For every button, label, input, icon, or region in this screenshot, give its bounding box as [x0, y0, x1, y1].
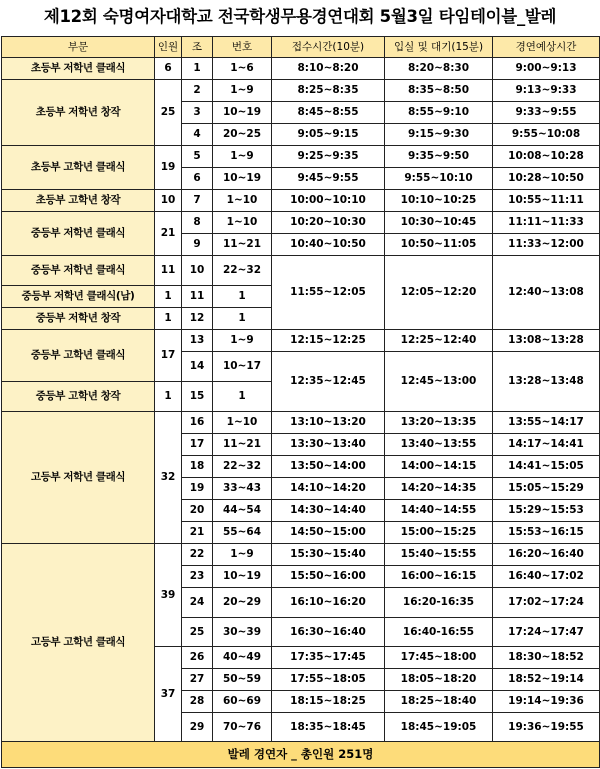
- number-range-cell: 11~21: [213, 434, 272, 456]
- performance-time: 13:28~13:48: [493, 352, 600, 412]
- group-number-cell: 11: [182, 286, 213, 308]
- group-number-cell: 6: [182, 168, 213, 190]
- group-number-cell: 26: [182, 647, 213, 669]
- performance-time: 13:55~14:17: [493, 412, 600, 434]
- group-number-cell: 27: [182, 669, 213, 691]
- waiting-time: 10:30~10:45: [385, 212, 493, 234]
- waiting-time: 18:45~19:05: [385, 713, 493, 742]
- count-cell: 39: [155, 544, 182, 647]
- registration-time: 18:15~18:25: [272, 691, 385, 713]
- registration-time: 10:20~10:30: [272, 212, 385, 234]
- waiting-time: 18:25~18:40: [385, 691, 493, 713]
- header-row: [2, 37, 600, 58]
- division-cell: 초등부 저학년 창작: [2, 80, 155, 146]
- number-range-cell: 33~43: [213, 478, 272, 500]
- waiting-time: 13:40~13:55: [385, 434, 493, 456]
- number-range-cell: 20~25: [213, 124, 272, 146]
- header-registration: 접수시간(10분): [272, 37, 385, 58]
- division-cell: 중등부 저학년 창작: [2, 308, 155, 330]
- number-range-cell: 55~64: [213, 522, 272, 544]
- registration-time: 8:10~8:20: [272, 58, 385, 80]
- count-cell: 11: [155, 256, 182, 286]
- performance-time: 19:14~19:36: [493, 691, 600, 713]
- division-cell: 초등부 저학년 클래식: [2, 58, 155, 80]
- group-number-cell: 19: [182, 478, 213, 500]
- count-cell: 6: [155, 58, 182, 80]
- performance-time: 10:08~10:28: [493, 146, 600, 168]
- footer-row: [2, 742, 600, 768]
- performance-time: 15:53~16:15: [493, 522, 600, 544]
- waiting-time: 12:25~12:40: [385, 330, 493, 352]
- header-performance: 경연예상시간: [493, 37, 600, 58]
- registration-time: 13:10~13:20: [272, 412, 385, 434]
- division-cell: 중등부 저학년 클래식: [2, 256, 155, 286]
- header-number: 번호: [213, 37, 272, 58]
- count-cell: 1: [155, 308, 182, 330]
- registration-time: 17:55~18:05: [272, 669, 385, 691]
- performance-time: 15:05~15:29: [493, 478, 600, 500]
- group-number-cell: 18: [182, 456, 213, 478]
- waiting-time: 8:55~9:10: [385, 102, 493, 124]
- number-range-cell: 1~10: [213, 212, 272, 234]
- registration-time: 10:40~10:50: [272, 234, 385, 256]
- header-count: 인원: [155, 37, 182, 58]
- performance-time: 18:52~19:14: [493, 669, 600, 691]
- performance-time: 9:55~10:08: [493, 124, 600, 146]
- number-range-cell: 70~76: [213, 713, 272, 742]
- waiting-time: 15:40~15:55: [385, 544, 493, 566]
- waiting-time: 16:00~16:15: [385, 566, 493, 588]
- table-row: [2, 58, 600, 80]
- performance-time: 14:17~14:41: [493, 434, 600, 456]
- performance-time: 9:33~9:55: [493, 102, 600, 124]
- group-number-cell: 3: [182, 102, 213, 124]
- number-range-cell: 1~9: [213, 80, 272, 102]
- count-cell: 21: [155, 212, 182, 256]
- count-cell: 1: [155, 382, 182, 412]
- division-cell: 중등부 저학년 클래식(남): [2, 286, 155, 308]
- performance-time: 13:08~13:28: [493, 330, 600, 352]
- number-range-cell: 1~9: [213, 544, 272, 566]
- number-range-cell: 1~9: [213, 330, 272, 352]
- number-range-cell: 60~69: [213, 691, 272, 713]
- group-number-cell: 22: [182, 544, 213, 566]
- performance-time: 9:00~9:13: [493, 58, 600, 80]
- group-number-cell: 13: [182, 330, 213, 352]
- performance-time: 18:30~18:52: [493, 647, 600, 669]
- waiting-time: 10:10~10:25: [385, 190, 493, 212]
- page-title: 제12회 숙명여자대학교 전국학생무용경연대회 5월3일 타임테이블_발레: [43, 7, 557, 26]
- number-range-cell: 20~29: [213, 588, 272, 618]
- table-row: [2, 190, 600, 212]
- table-row: [2, 80, 600, 102]
- number-range-cell: 1: [213, 382, 272, 412]
- registration-time: 14:10~14:20: [272, 478, 385, 500]
- waiting-time: 14:00~14:15: [385, 456, 493, 478]
- header-group: 조: [182, 37, 213, 58]
- group-number-cell: 25: [182, 618, 213, 647]
- number-range-cell: 44~54: [213, 500, 272, 522]
- group-number-cell: 12: [182, 308, 213, 330]
- division-cell: 초등부 고학년 클래식: [2, 146, 155, 190]
- registration-time: 12:15~12:25: [272, 330, 385, 352]
- group-number-cell: 4: [182, 124, 213, 146]
- registration-time: 13:50~14:00: [272, 456, 385, 478]
- group-number-cell: 16: [182, 412, 213, 434]
- performance-time: 16:20~16:40: [493, 544, 600, 566]
- waiting-time: 14:20~14:35: [385, 478, 493, 500]
- division-cell: 고등부 저학년 클래식: [2, 412, 155, 544]
- table-row: [2, 256, 600, 286]
- registration-time: 16:10~16:20: [272, 588, 385, 618]
- number-range-cell: 40~49: [213, 647, 272, 669]
- table-row: [2, 330, 600, 352]
- waiting-time: 12:05~12:20: [385, 256, 493, 330]
- performance-time: 10:55~11:11: [493, 190, 600, 212]
- group-number-cell: 28: [182, 691, 213, 713]
- performance-time: 17:24~17:47: [493, 618, 600, 647]
- group-number-cell: 9: [182, 234, 213, 256]
- waiting-time: 9:15~9:30: [385, 124, 493, 146]
- registration-time: 8:45~8:55: [272, 102, 385, 124]
- number-range-cell: 1~10: [213, 190, 272, 212]
- waiting-time: 8:20~8:30: [385, 58, 493, 80]
- group-number-cell: 2: [182, 80, 213, 102]
- number-range-cell: 10~19: [213, 168, 272, 190]
- performance-time: 17:02~17:24: [493, 588, 600, 618]
- performance-time: 10:28~10:50: [493, 168, 600, 190]
- registration-time: 14:30~14:40: [272, 500, 385, 522]
- division-cell: 초등부 고학년 창작: [2, 190, 155, 212]
- number-range-cell: 30~39: [213, 618, 272, 647]
- registration-time: 8:25~8:35: [272, 80, 385, 102]
- performance-time: 12:40~13:08: [493, 256, 600, 330]
- registration-time: 9:25~9:35: [272, 146, 385, 168]
- group-number-cell: 23: [182, 566, 213, 588]
- performance-time: 14:41~15:05: [493, 456, 600, 478]
- performance-time: 11:33~12:00: [493, 234, 600, 256]
- count-cell: 1: [155, 286, 182, 308]
- performance-time: 19:36~19:55: [493, 713, 600, 742]
- number-range-cell: 10~19: [213, 566, 272, 588]
- group-number-cell: 14: [182, 352, 213, 382]
- number-range-cell: 10~17: [213, 352, 272, 382]
- count-cell: 32: [155, 412, 182, 544]
- registration-time: 9:45~9:55: [272, 168, 385, 190]
- group-number-cell: 8: [182, 212, 213, 234]
- waiting-time: 17:45~18:00: [385, 647, 493, 669]
- number-range-cell: 11~21: [213, 234, 272, 256]
- waiting-time: 10:50~11:05: [385, 234, 493, 256]
- performance-time: 11:11~11:33: [493, 212, 600, 234]
- number-range-cell: 10~19: [213, 102, 272, 124]
- registration-time: 11:55~12:05: [272, 256, 385, 330]
- count-cell: 25: [155, 80, 182, 146]
- registration-time: 15:50~16:00: [272, 566, 385, 588]
- total-participants: 발레 경연자 _ 총인원 251명: [2, 742, 600, 768]
- header-division: 부문: [2, 37, 155, 58]
- count-cell: 17: [155, 330, 182, 382]
- group-number-cell: 17: [182, 434, 213, 456]
- registration-time: 15:30~15:40: [272, 544, 385, 566]
- waiting-time: 8:35~8:50: [385, 80, 493, 102]
- registration-time: 13:30~13:40: [272, 434, 385, 456]
- registration-time: 17:35~17:45: [272, 647, 385, 669]
- waiting-time: 15:00~15:25: [385, 522, 493, 544]
- count-cell: 37: [155, 647, 182, 742]
- registration-time: 9:05~9:15: [272, 124, 385, 146]
- registration-time: 10:00~10:10: [272, 190, 385, 212]
- group-number-cell: 1: [182, 58, 213, 80]
- waiting-time: 16:40-16:55: [385, 618, 493, 647]
- group-number-cell: 10: [182, 256, 213, 286]
- number-range-cell: 1~9: [213, 146, 272, 168]
- header-waiting: 입실 및 대기(15분): [385, 37, 493, 58]
- waiting-time: 16:20-16:35: [385, 588, 493, 618]
- number-range-cell: 1: [213, 286, 272, 308]
- number-range-cell: 1~10: [213, 412, 272, 434]
- waiting-time: 9:55~10:10: [385, 168, 493, 190]
- number-range-cell: 1: [213, 308, 272, 330]
- count-cell: 19: [155, 146, 182, 190]
- division-cell: 고등부 고학년 클래식: [2, 544, 155, 742]
- number-range-cell: 22~32: [213, 456, 272, 478]
- registration-time: 16:30~16:40: [272, 618, 385, 647]
- waiting-time: 14:40~14:55: [385, 500, 493, 522]
- group-number-cell: 5: [182, 146, 213, 168]
- performance-time: 15:29~15:53: [493, 500, 600, 522]
- division-cell: 중등부 고학년 창작: [2, 382, 155, 412]
- table-row: [2, 146, 600, 168]
- group-number-cell: 20: [182, 500, 213, 522]
- performance-time: 16:40~17:02: [493, 566, 600, 588]
- table-row: [2, 412, 600, 434]
- number-range-cell: 1~6: [213, 58, 272, 80]
- group-number-cell: 29: [182, 713, 213, 742]
- division-cell: 중등부 고학년 클래식: [2, 330, 155, 382]
- performance-time: 9:13~9:33: [493, 80, 600, 102]
- group-number-cell: 7: [182, 190, 213, 212]
- count-cell: 10: [155, 190, 182, 212]
- registration-time: 18:35~18:45: [272, 713, 385, 742]
- waiting-time: 18:05~18:20: [385, 669, 493, 691]
- group-number-cell: 21: [182, 522, 213, 544]
- group-number-cell: 15: [182, 382, 213, 412]
- timetable: [1, 36, 600, 768]
- waiting-time: 9:35~9:50: [385, 146, 493, 168]
- table-row: [2, 212, 600, 234]
- table-row: [2, 544, 600, 566]
- number-range-cell: 22~32: [213, 256, 272, 286]
- waiting-time: 13:20~13:35: [385, 412, 493, 434]
- waiting-time: 12:45~13:00: [385, 352, 493, 412]
- registration-time: 12:35~12:45: [272, 352, 385, 412]
- division-cell: 중등부 저학년 클래식: [2, 212, 155, 256]
- group-number-cell: 24: [182, 588, 213, 618]
- number-range-cell: 50~59: [213, 669, 272, 691]
- registration-time: 14:50~15:00: [272, 522, 385, 544]
